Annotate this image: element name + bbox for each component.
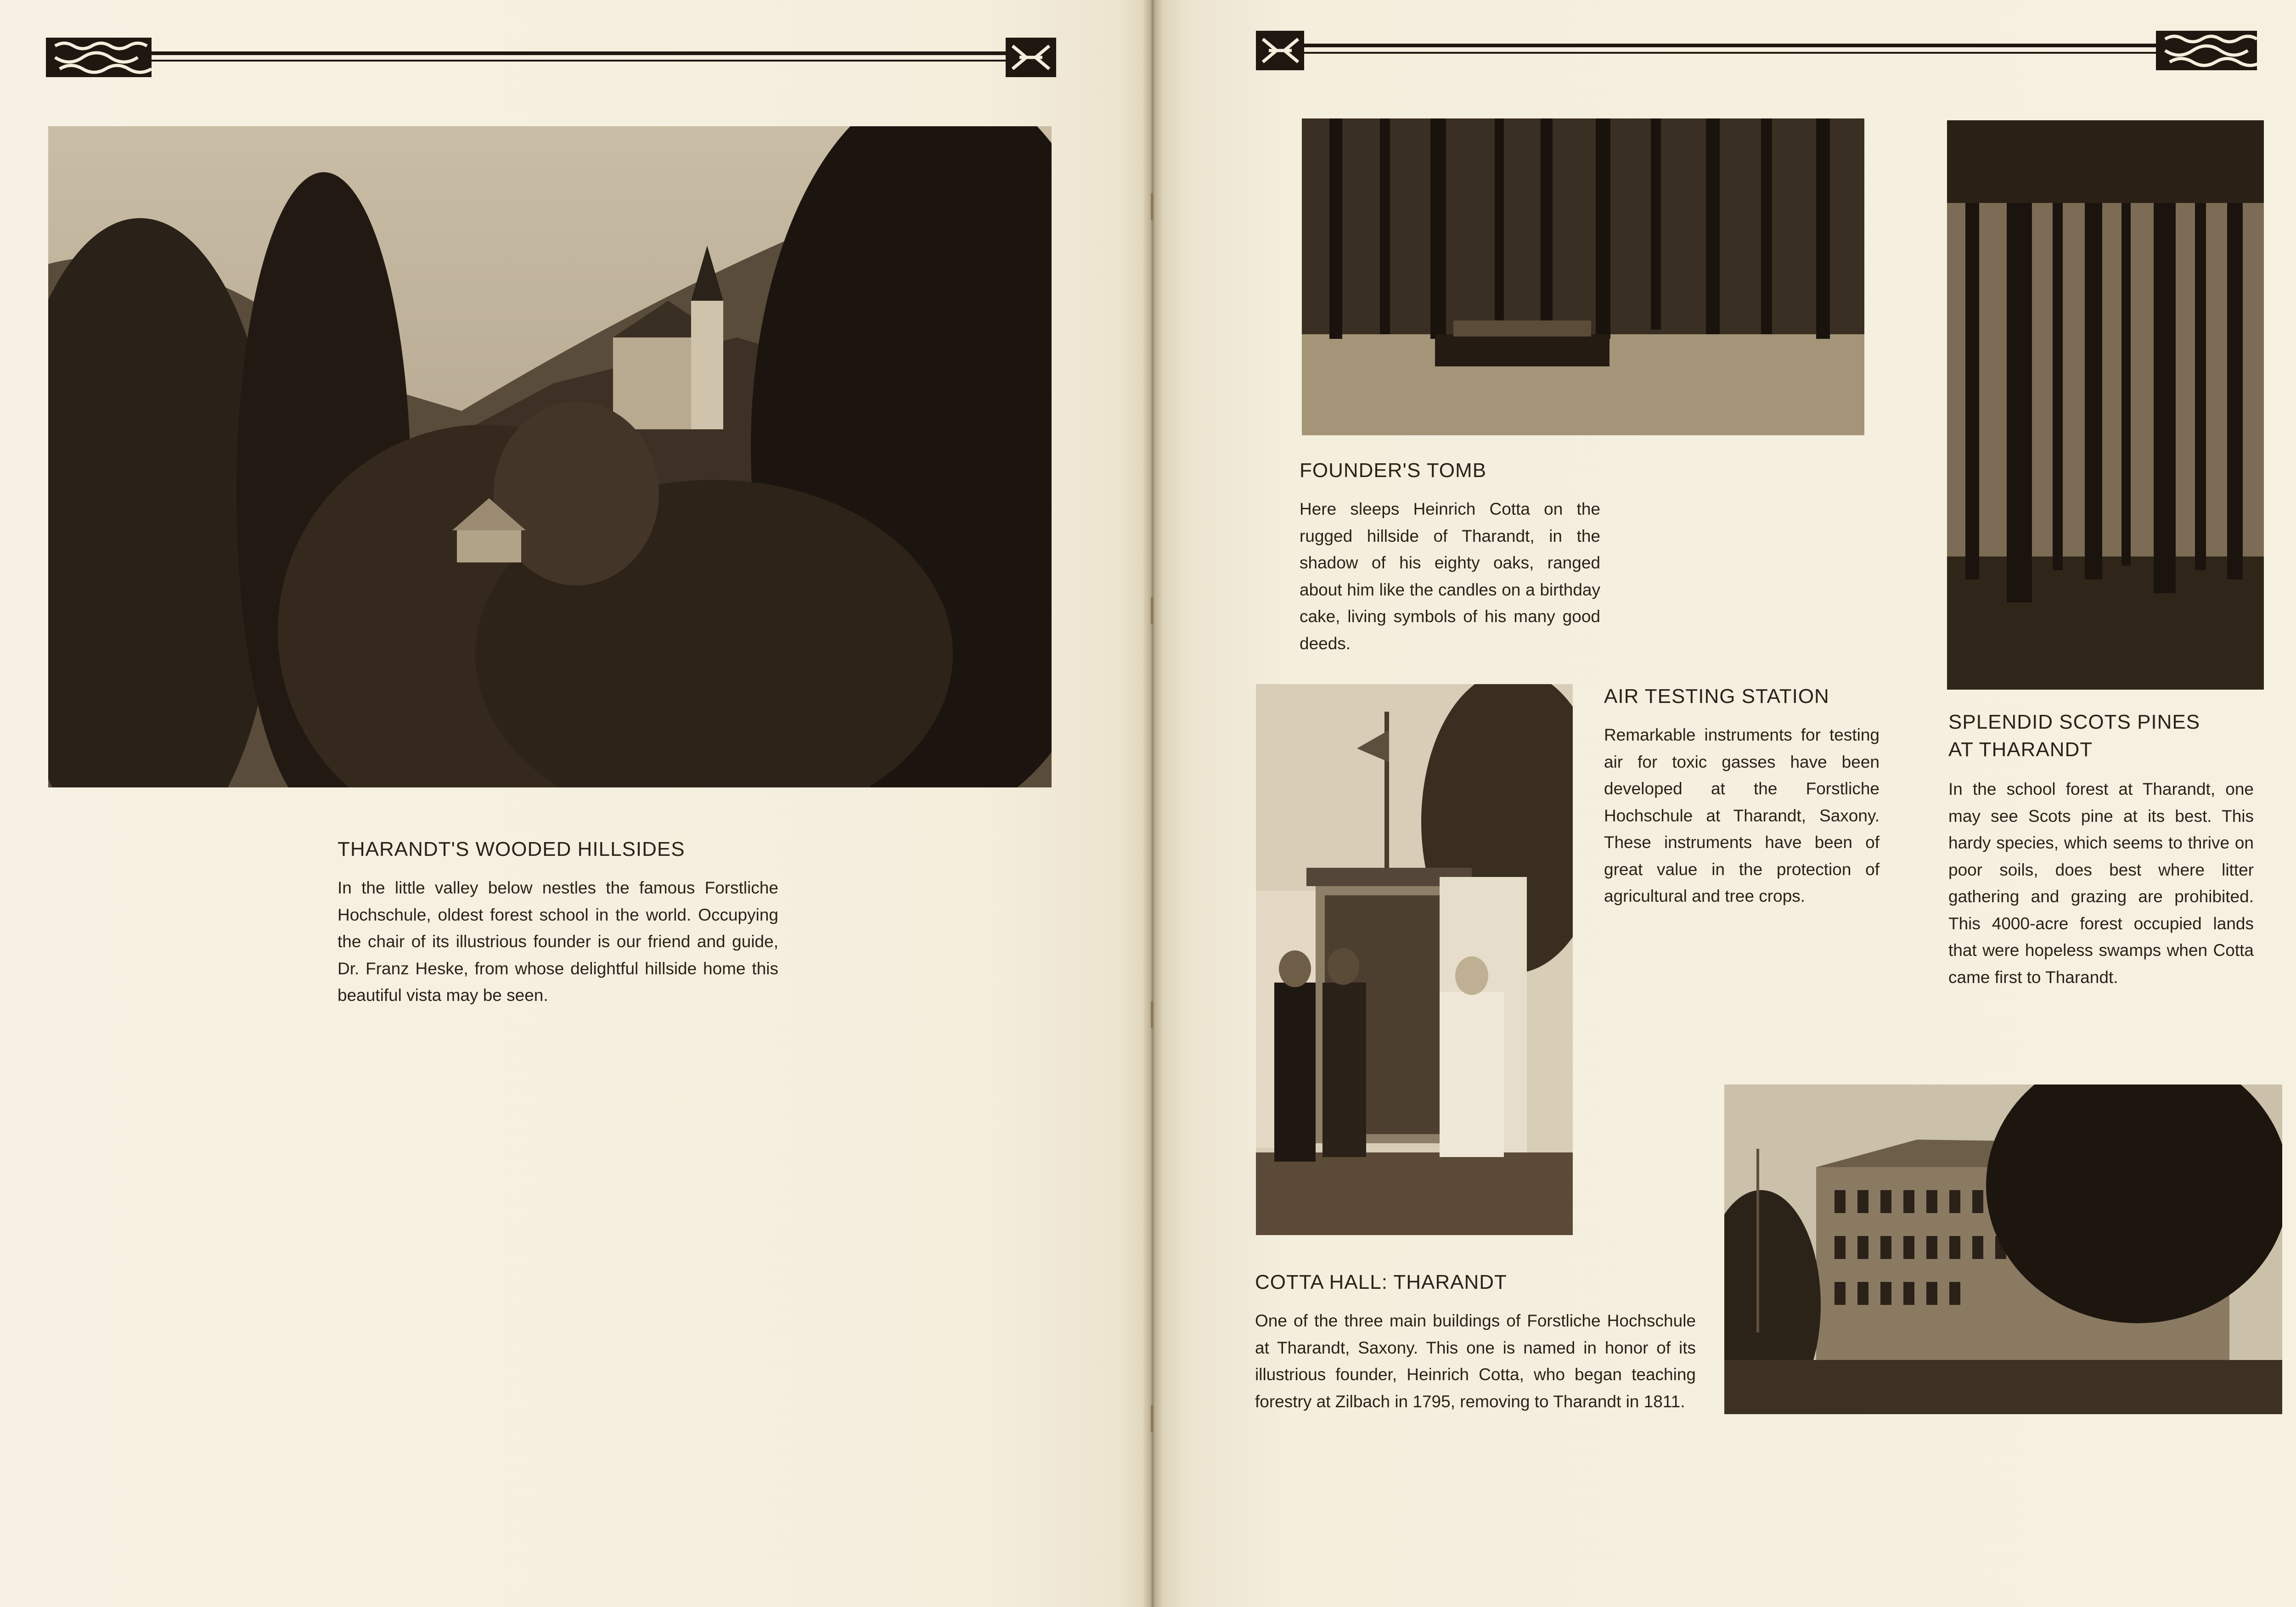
binding-stitch (1151, 193, 1154, 220)
left-header-ornament-rule (46, 32, 1056, 83)
scots-pines-photo (1947, 120, 2264, 690)
founders-tomb-photo (1302, 118, 1864, 435)
tharandt-valley-photo (48, 126, 1052, 787)
right-header-ornament-rule (1256, 25, 2257, 76)
cotta-hall-caption: One of the three main buildings of Forstliche Hochschule at Tharandt, Saxony. This one is named in honor of its illustrious founder, Heinrich Cotta, who began teaching forestry at Zilbach in 1795, removing to Tharandt in 1811. (1255, 1311, 1696, 1411)
air-testing-station-caption: Remarkable instruments for testing air for toxic gasses have been developed at the Forstliche Hochschule at Tharandt, Saxony. These instruments have been of great value in the protection of agricultural and tree crops. (1604, 725, 1880, 905)
binding-stitch (1151, 1405, 1154, 1433)
cotta-hall-title: COTTA HALL: THARANDT (1255, 1271, 1507, 1293)
wooded-hillsides-caption: In the little valley below nestles the famous Forstliche Hochschule, oldest forest school in the world. Occupying the chair of its illustrious founder is our friend and guide, Dr. Franz Heske, from whose delightful hillside home this beautiful vista may be seen. (338, 878, 778, 1005)
air-testing-station-title: AIR TESTING STATION (1604, 685, 1829, 708)
scots-pines-title-line1: SPLENDID SCOTS PINES (1948, 711, 2200, 733)
wooded-hillsides-title: THARANDT'S WOODED HILLSIDES (338, 838, 685, 860)
binding-stitch (1151, 597, 1154, 624)
cotta-hall-photo (1724, 1084, 2282, 1414)
founders-tomb-caption: Here sleeps Heinrich Cotta on the rugged hillside of Tharandt, in the shadow of his eighty oaks, ranged about him like the candles on a birthday cake, living symbols of his many good deeds. (1300, 500, 1600, 653)
founders-tomb-title: FOUNDER'S TOMB (1300, 459, 1487, 482)
air-testing-station-photo (1256, 684, 1573, 1235)
binding-stitch (1151, 1001, 1154, 1028)
scots-pines-title-line2: AT THARANDT (1948, 738, 2093, 761)
book-gutter (1142, 0, 1163, 1607)
scots-pines-caption: In the school forest at Tharandt, one may see Scots pine at its best. This hardy species, which seems to thrive on poor soils, does best where litter gathering and grazing are prohibited. This 4000-acre forest occupied lands that were hopeless swamps when Cotta came first to Tharandt. (1948, 780, 2254, 987)
